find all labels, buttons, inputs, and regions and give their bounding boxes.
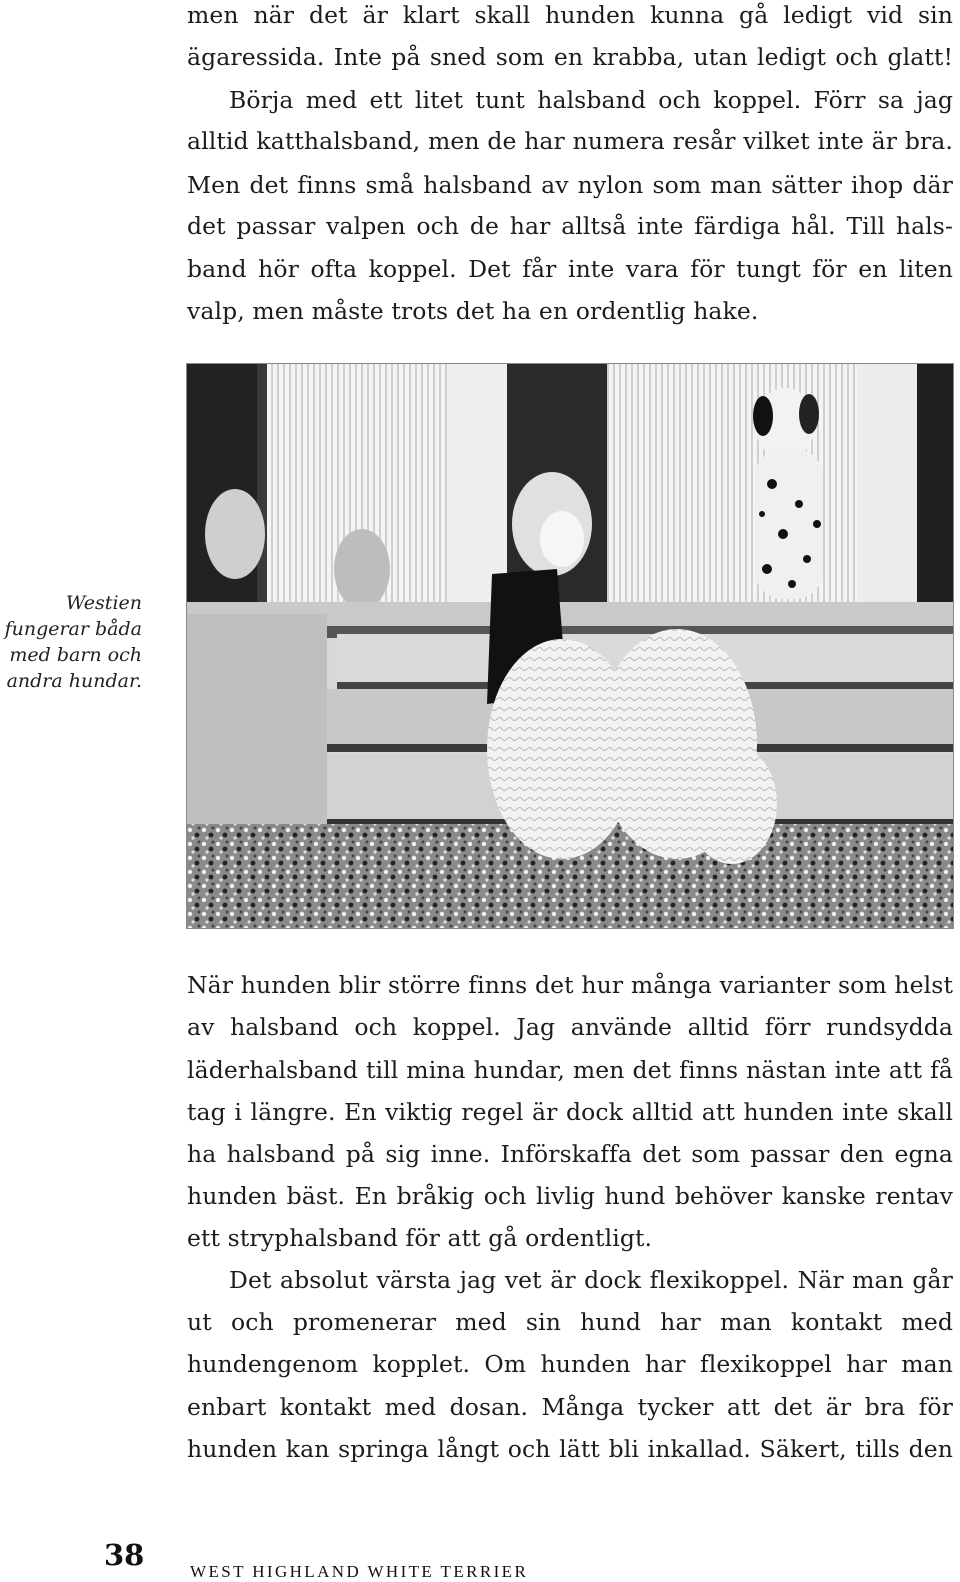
- body-line: ett stryphalsband för att gå ordentligt.: [187, 1224, 653, 1252]
- caption-line: med barn och: [9, 644, 142, 666]
- body-line: enbart kontakt med dosan. Många tycker att det är bra för: [187, 1393, 953, 1421]
- body-line: men när det är klart skall hunden kunna gå ledigt vid sin: [187, 1, 953, 29]
- photo-illustration: [187, 364, 954, 929]
- body-line: av halsband och koppel. Jag använde alltid förr rundsydda: [187, 1013, 953, 1041]
- photo-child-with-dogs: [186, 363, 954, 929]
- body-line: ut och promenerar med sin hund har man kontakt med: [187, 1308, 953, 1336]
- body-line: Men det finns små halsband av nylon som man sätter ihop där: [187, 171, 953, 199]
- body-line: hunden kan springa långt och lätt bli inkallad. Säkert, tills den: [187, 1435, 953, 1463]
- body-line: ha halsband på sig inne. Införskaffa det som passar den egna: [187, 1140, 953, 1168]
- caption-line: fungerar båda: [4, 618, 142, 640]
- body-line: alltid katthalsband, men de har numera resår vilket inte är bra.: [187, 127, 953, 155]
- body-line: läderhalsband till mina hundar, men det finns nästan inte att få: [187, 1056, 953, 1084]
- body-line: Det absolut värsta jag vet är dock flexikoppel. När man går: [229, 1266, 953, 1294]
- body-line: det passar valpen och de har alltså inte färdiga hål. Till hals-: [187, 212, 953, 240]
- body-line: Börja med ett litet tunt halsband och koppel. Förr sa jag: [229, 86, 953, 114]
- dalmatian-figure: [753, 388, 823, 599]
- caption-line: Westien: [65, 592, 142, 614]
- body-line: band hör ofta koppel. Det får inte vara för tungt för en liten: [187, 255, 953, 283]
- westie-dogs: [487, 629, 777, 864]
- running-footer: WEST HIGHLAND WHITE TERRIER: [190, 1562, 529, 1581]
- photo-caption: [0, 590, 142, 694]
- body-line: tag i längre. En viktig regel är dock alltid att hunden inte skall: [187, 1098, 953, 1126]
- body-line: valp, men måste trots det ha en ordentlig hake.: [187, 297, 759, 325]
- body-line: ägaressida. Inte på sned som en krabba, utan ledigt och glatt!: [187, 43, 953, 71]
- caption-line: andra hundar.: [6, 670, 142, 692]
- body-line: När hunden blir större finns det hur många varianter som helst: [187, 971, 953, 999]
- page-number: 38: [104, 1538, 145, 1572]
- body-line: hundengenom kopplet. Om hunden har flexikoppel har man: [187, 1350, 953, 1378]
- body-line: hunden bäst. En bråkig och livlig hund behöver kanske rentav: [187, 1182, 953, 1210]
